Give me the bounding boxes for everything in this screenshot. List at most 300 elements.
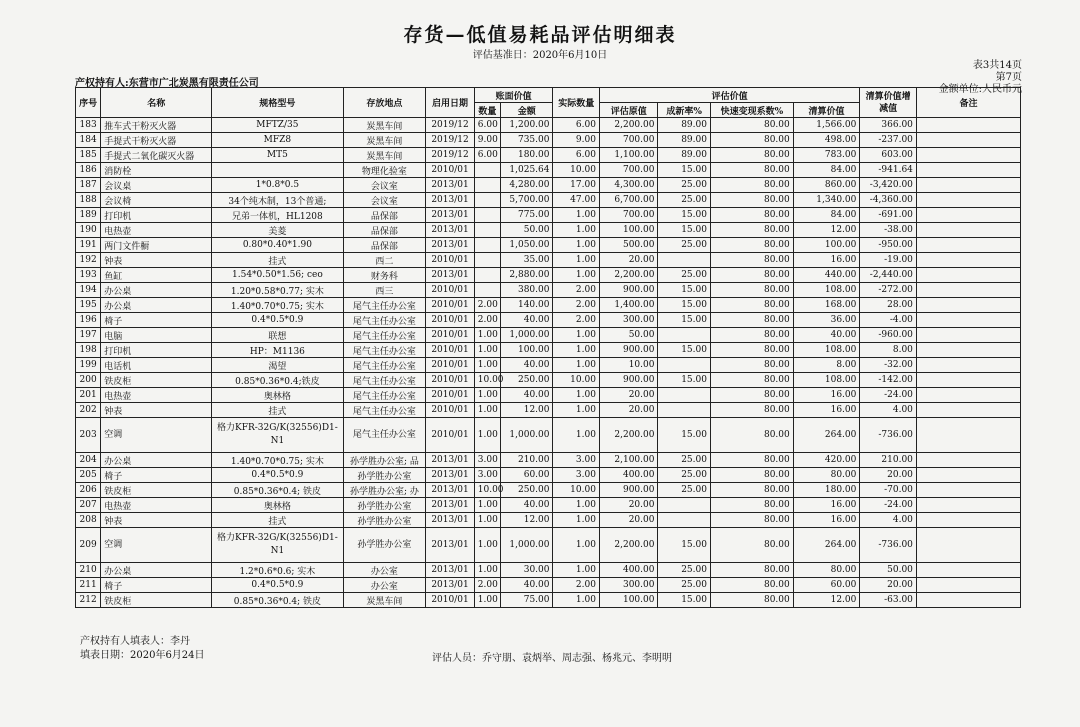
cell-liquidation-value: 168.00 [793, 298, 860, 313]
cell-newness: 25.00 [658, 193, 710, 208]
cell-remark [916, 593, 1020, 608]
cell-actual-qty: 1.00 [553, 513, 599, 528]
cell-amount: 180.00 [500, 148, 553, 163]
cell-qty [474, 238, 500, 253]
cell-spec: 1.40*0.70*0.75; 实木 [212, 298, 343, 313]
cell-qty: 1.00 [474, 358, 500, 373]
cell-liquidation-value: 12.00 [793, 593, 860, 608]
cell-newness: 15.00 [658, 208, 710, 223]
cell-actual-qty: 2.00 [553, 283, 599, 298]
cell-newness: 25.00 [658, 178, 710, 193]
cell-newness: 15.00 [658, 223, 710, 238]
table-row [76, 178, 1021, 193]
cell-location: 财务科 [343, 268, 426, 283]
cell-eval-orig: 10.00 [599, 358, 658, 373]
cell-amount: 40.00 [500, 358, 553, 373]
cell-liquidation-value: 40.00 [793, 328, 860, 343]
cell-location: 孙学胜办公室 [343, 513, 426, 528]
cell-newness: 15.00 [658, 163, 710, 178]
cell-remark [916, 513, 1020, 528]
cell-newness [658, 253, 710, 268]
cell-eval-orig: 300.00 [599, 578, 658, 593]
cell-location: 孙学胜办公室 [343, 528, 426, 563]
cell-eval-orig: 2,200.00 [599, 418, 658, 453]
cell-amount: 12.00 [500, 403, 553, 418]
cell-amount: 250.00 [500, 373, 553, 388]
cell-increase: 366.00 [860, 118, 917, 133]
cell-newness: 89.00 [658, 133, 710, 148]
cell-seq: 193 [76, 268, 101, 283]
cell-name: 椅子 [101, 578, 212, 593]
cell-liquidation-factor: 80.00 [710, 343, 793, 358]
cell-eval-orig: 20.00 [599, 498, 658, 513]
table-row [76, 298, 1021, 313]
cell-spec: HP：M1136 [212, 343, 343, 358]
cell-actual-qty: 1.00 [553, 563, 599, 578]
cell-newness: 25.00 [658, 238, 710, 253]
table-body [76, 118, 1021, 608]
cell-increase: -941.64 [860, 163, 917, 178]
cell-liquidation-value: 264.00 [793, 528, 860, 563]
cell-liquidation-factor: 80.00 [710, 148, 793, 163]
cell-qty [474, 253, 500, 268]
cell-remark [916, 178, 1020, 193]
cell-actual-qty: 6.00 [553, 148, 599, 163]
table-row [76, 418, 1021, 453]
cell-eval-orig: 700.00 [599, 133, 658, 148]
table-row [76, 133, 1021, 148]
cell-liquidation-factor: 80.00 [710, 593, 793, 608]
cell-remark [916, 298, 1020, 313]
cell-start-date: 2010/01 [426, 358, 474, 373]
cell-spec: MT5 [212, 148, 343, 163]
cell-start-date: 2010/01 [426, 418, 474, 453]
cell-qty: 1.00 [474, 513, 500, 528]
cell-location: 品保部 [343, 238, 426, 253]
cell-actual-qty: 3.00 [553, 468, 599, 483]
cell-remark [916, 223, 1020, 238]
cell-seq: 201 [76, 388, 101, 403]
cell-actual-qty: 1.00 [553, 403, 599, 418]
cell-start-date: 2013/01 [426, 178, 474, 193]
table-row [76, 483, 1021, 498]
cell-name: 电脑 [101, 328, 212, 343]
col-eval-value: 评估价值 [599, 88, 859, 103]
cell-newness: 15.00 [658, 313, 710, 328]
cell-spec: 0.85*0.36*0.4; 铁皮 [212, 483, 343, 498]
col-remark: 备注 [916, 88, 1020, 118]
cell-eval-orig: 4,300.00 [599, 178, 658, 193]
cell-qty: 2.00 [474, 298, 500, 313]
cell-liquidation-factor: 80.00 [710, 223, 793, 238]
cell-qty [474, 163, 500, 178]
cell-eval-orig: 400.00 [599, 563, 658, 578]
cell-amount: 60.00 [500, 468, 553, 483]
cell-increase: 20.00 [860, 468, 917, 483]
cell-newness: 15.00 [658, 283, 710, 298]
cell-remark [916, 578, 1020, 593]
cell-spec: 0.4*0.5*0.9 [212, 468, 343, 483]
cell-increase: -32.00 [860, 358, 917, 373]
table-row [76, 403, 1021, 418]
cell-location: 孙学胜办公室; 办 [343, 483, 426, 498]
cell-newness: 25.00 [658, 483, 710, 498]
cell-qty: 10.00 [474, 483, 500, 498]
cell-actual-qty: 10.00 [553, 483, 599, 498]
cell-actual-qty: 1.00 [553, 208, 599, 223]
table-row [76, 328, 1021, 343]
cell-qty [474, 283, 500, 298]
cell-spec [212, 163, 343, 178]
cell-name: 办公桌 [101, 298, 212, 313]
cell-spec: MFZ8 [212, 133, 343, 148]
cell-name: 打印机 [101, 343, 212, 358]
cell-name: 打印机 [101, 208, 212, 223]
currency-unit: 金额单位:人民币元 [938, 84, 1022, 95]
cell-liquidation-factor: 80.00 [710, 313, 793, 328]
cell-start-date: 2010/01 [426, 343, 474, 358]
cell-eval-orig: 20.00 [599, 513, 658, 528]
cell-eval-orig: 400.00 [599, 468, 658, 483]
cell-liquidation-value: 16.00 [793, 253, 860, 268]
cell-location: 炭黑车间 [343, 133, 426, 148]
cell-name: 鱼缸 [101, 268, 212, 283]
cell-liquidation-factor: 80.00 [710, 418, 793, 453]
cell-amount: 1,000.00 [500, 418, 553, 453]
cell-actual-qty: 1.00 [553, 253, 599, 268]
table-number: 表3共14页 [972, 60, 1022, 71]
cell-start-date: 2013/01 [426, 563, 474, 578]
cell-qty: 2.00 [474, 578, 500, 593]
cell-eval-orig: 1,400.00 [599, 298, 658, 313]
cell-location: 品保部 [343, 208, 426, 223]
cell-remark [916, 328, 1020, 343]
cell-liquidation-value: 108.00 [793, 283, 860, 298]
cell-seq: 195 [76, 298, 101, 313]
fill-date: 填表日期：2020年6月24日 [80, 650, 205, 661]
cell-liquidation-value: 180.00 [793, 483, 860, 498]
cell-qty: 3.00 [474, 468, 500, 483]
cell-actual-qty: 1.00 [553, 593, 599, 608]
cell-actual-qty: 10.00 [553, 163, 599, 178]
cell-qty: 6.00 [474, 118, 500, 133]
cell-liquidation-value: 60.00 [793, 578, 860, 593]
cell-liquidation-value: 16.00 [793, 498, 860, 513]
cell-amount: 40.00 [500, 578, 553, 593]
cell-liquidation-factor: 80.00 [710, 483, 793, 498]
cell-location: 尾气主任办公室 [343, 388, 426, 403]
col-newness: 成新率% [658, 103, 710, 118]
cell-actual-qty: 1.00 [553, 238, 599, 253]
cell-newness: 25.00 [658, 563, 710, 578]
cell-eval-orig: 2,200.00 [599, 528, 658, 563]
cell-seq: 188 [76, 193, 101, 208]
cell-location: 尾气主任办公室 [343, 373, 426, 388]
cell-spec: MFTZ/35 [212, 118, 343, 133]
cell-amount: 40.00 [500, 388, 553, 403]
cell-spec: 0.85*0.36*0.4;铁皮 [212, 373, 343, 388]
cell-start-date: 2010/01 [426, 313, 474, 328]
cell-amount: 35.00 [500, 253, 553, 268]
cell-location: 尾气主任办公室 [343, 403, 426, 418]
cell-name: 钟表 [101, 253, 212, 268]
cell-spec: 兄弟一体机，HL1208 [212, 208, 343, 223]
cell-name: 两门文件橱 [101, 238, 212, 253]
cell-actual-qty: 1.00 [553, 223, 599, 238]
table-row [76, 148, 1021, 163]
cell-newness [658, 388, 710, 403]
cell-amount: 250.00 [500, 483, 553, 498]
table-row [76, 453, 1021, 468]
cell-liquidation-value: 860.00 [793, 178, 860, 193]
cell-amount: 2,880.00 [500, 268, 553, 283]
cell-liquidation-factor: 80.00 [710, 373, 793, 388]
cell-remark [916, 163, 1020, 178]
cell-name: 电热壶 [101, 388, 212, 403]
cell-qty: 6.00 [474, 148, 500, 163]
table-row [76, 208, 1021, 223]
cell-increase: -38.00 [860, 223, 917, 238]
col-actual-qty: 实际数量 [553, 88, 599, 118]
cell-increase: -736.00 [860, 418, 917, 453]
cell-seq: 209 [76, 528, 101, 563]
cell-newness: 25.00 [658, 468, 710, 483]
col-spec: 规格型号 [212, 88, 343, 118]
cell-newness: 89.00 [658, 148, 710, 163]
cell-location: 炭黑车间 [343, 593, 426, 608]
cell-name: 空调 [101, 528, 212, 563]
cell-increase: -24.00 [860, 388, 917, 403]
cell-amount: 40.00 [500, 498, 553, 513]
cell-amount: 1,000.00 [500, 528, 553, 563]
cell-amount: 100.00 [500, 343, 553, 358]
cell-name: 手提式二氧化碳灭火器 [101, 148, 212, 163]
cell-spec: 1.20*0.58*0.77; 实木 [212, 283, 343, 298]
cell-qty: 10.00 [474, 373, 500, 388]
table-row [76, 253, 1021, 268]
cell-liquidation-value: 36.00 [793, 313, 860, 328]
cell-spec: 1.2*0.6*0.6; 实木 [212, 563, 343, 578]
cell-liquidation-value: 84.00 [793, 163, 860, 178]
table-row [76, 468, 1021, 483]
cell-amount: 4,280.00 [500, 178, 553, 193]
col-seq: 序号 [76, 88, 101, 118]
cell-increase: 20.00 [860, 578, 917, 593]
cell-seq: 186 [76, 163, 101, 178]
cell-qty: 1.00 [474, 403, 500, 418]
cell-location: 物理化验室 [343, 163, 426, 178]
cell-spec: 奥林格 [212, 388, 343, 403]
cell-name: 手提式干粉灭火器 [101, 133, 212, 148]
cell-remark [916, 238, 1020, 253]
table-row [76, 223, 1021, 238]
cell-remark [916, 283, 1020, 298]
cell-start-date: 2010/01 [426, 593, 474, 608]
cell-location: 办公室 [343, 563, 426, 578]
cell-location: 尾气主任办公室 [343, 418, 426, 453]
cell-increase: 210.00 [860, 453, 917, 468]
cell-remark [916, 313, 1020, 328]
cell-start-date: 2013/01 [426, 238, 474, 253]
cell-increase: -2,440.00 [860, 268, 917, 283]
col-start-date: 启用日期 [426, 88, 474, 118]
cell-qty [474, 208, 500, 223]
cell-location: 办公室 [343, 578, 426, 593]
cell-seq: 212 [76, 593, 101, 608]
cell-amount: 380.00 [500, 283, 553, 298]
cell-liquidation-value: 108.00 [793, 343, 860, 358]
cell-location: 西三 [343, 283, 426, 298]
table-row [76, 163, 1021, 178]
cell-liquidation-factor: 80.00 [710, 238, 793, 253]
cell-seq: 187 [76, 178, 101, 193]
cell-spec: 挂式 [212, 253, 343, 268]
cell-spec: 0.4*0.5*0.9 [212, 578, 343, 593]
cell-eval-orig: 700.00 [599, 163, 658, 178]
cell-start-date: 2013/01 [426, 268, 474, 283]
cell-liquidation-value: 440.00 [793, 268, 860, 283]
cell-remark [916, 208, 1020, 223]
cell-spec: 美菱 [212, 223, 343, 238]
cell-location: 品保部 [343, 223, 426, 238]
cell-increase: -691.00 [860, 208, 917, 223]
col-book-value: 账面价值 [474, 88, 553, 103]
cell-liquidation-factor: 80.00 [710, 578, 793, 593]
table-row [76, 388, 1021, 403]
cell-liquidation-value: 420.00 [793, 453, 860, 468]
evaluators: 评估人员：乔守朋、袁炳举、周志强、杨兆元、李明明 [432, 653, 672, 664]
cell-qty [474, 268, 500, 283]
cell-increase: 4.00 [860, 513, 917, 528]
col-name: 名称 [101, 88, 212, 118]
cell-start-date: 2010/01 [426, 163, 474, 178]
cell-newness: 15.00 [658, 373, 710, 388]
cell-spec: 格力KFR-32G/K(32556)D1-N1 [212, 418, 343, 453]
cell-spec: 格力KFR-32G/K(32556)D1-N1 [212, 528, 343, 563]
cell-start-date: 2013/01 [426, 513, 474, 528]
col-liquidation-factor: 快速变现系数% [710, 103, 793, 118]
cell-increase: -4,360.00 [860, 193, 917, 208]
cell-start-date: 2019/12 [426, 133, 474, 148]
cell-name: 钟表 [101, 513, 212, 528]
cell-name: 会议椅 [101, 193, 212, 208]
cell-seq: 208 [76, 513, 101, 528]
cell-liquidation-factor: 80.00 [710, 298, 793, 313]
cell-spec: 奥林格 [212, 498, 343, 513]
table-header [76, 88, 1021, 118]
cell-liquidation-value: 16.00 [793, 403, 860, 418]
cell-actual-qty: 1.00 [553, 358, 599, 373]
cell-remark [916, 483, 1020, 498]
cell-remark [916, 253, 1020, 268]
cell-spec: 1*0.8*0.5 [212, 178, 343, 193]
table-row [76, 528, 1021, 563]
cell-location: 尾气主任办公室 [343, 313, 426, 328]
cell-eval-orig: 900.00 [599, 373, 658, 388]
cell-liquidation-factor: 80.00 [710, 208, 793, 223]
cell-eval-orig: 900.00 [599, 483, 658, 498]
cell-qty: 1.00 [474, 498, 500, 513]
cell-increase: -736.00 [860, 528, 917, 563]
cell-start-date: 2010/01 [426, 253, 474, 268]
cell-start-date: 2019/12 [426, 118, 474, 133]
table-row [76, 498, 1021, 513]
cell-increase: 28.00 [860, 298, 917, 313]
cell-remark [916, 403, 1020, 418]
cell-qty: 1.00 [474, 388, 500, 403]
cell-increase: -950.00 [860, 238, 917, 253]
cell-qty [474, 223, 500, 238]
cell-liquidation-value: 80.00 [793, 468, 860, 483]
table-row [76, 118, 1021, 133]
cell-eval-orig: 2,200.00 [599, 268, 658, 283]
cell-liquidation-value: 12.00 [793, 223, 860, 238]
cell-location: 会议室 [343, 178, 426, 193]
cell-remark [916, 468, 1020, 483]
cell-amount: 210.00 [500, 453, 553, 468]
cell-newness: 15.00 [658, 343, 710, 358]
cell-name: 电热壶 [101, 223, 212, 238]
cell-newness: 25.00 [658, 268, 710, 283]
cell-liquidation-factor: 80.00 [710, 498, 793, 513]
cell-actual-qty: 2.00 [553, 298, 599, 313]
table-row [76, 283, 1021, 298]
cell-liquidation-value: 16.00 [793, 388, 860, 403]
cell-eval-orig: 900.00 [599, 343, 658, 358]
cell-actual-qty: 47.00 [553, 193, 599, 208]
cell-increase: -70.00 [860, 483, 917, 498]
cell-liquidation-factor: 80.00 [710, 403, 793, 418]
cell-name: 铁皮柜 [101, 593, 212, 608]
cell-newness: 15.00 [658, 528, 710, 563]
cell-seq: 191 [76, 238, 101, 253]
cell-seq: 198 [76, 343, 101, 358]
cell-liquidation-factor: 80.00 [710, 453, 793, 468]
cell-eval-orig: 2,100.00 [599, 453, 658, 468]
cell-location: 尾气主任办公室 [343, 328, 426, 343]
cell-increase: 50.00 [860, 563, 917, 578]
cell-start-date: 2013/01 [426, 208, 474, 223]
cell-eval-orig: 1,100.00 [599, 148, 658, 163]
cell-actual-qty: 1.00 [553, 328, 599, 343]
cell-liquidation-factor: 80.00 [710, 513, 793, 528]
cell-eval-orig: 100.00 [599, 223, 658, 238]
cell-increase: -237.00 [860, 133, 917, 148]
cell-location: 尾气主任办公室 [343, 358, 426, 373]
cell-seq: 189 [76, 208, 101, 223]
table-row [76, 193, 1021, 208]
cell-actual-qty: 9.00 [553, 133, 599, 148]
cell-amount: 140.00 [500, 298, 553, 313]
cell-liquidation-factor: 80.00 [710, 328, 793, 343]
cell-location: 尾气主任办公室 [343, 298, 426, 313]
cell-start-date: 2010/01 [426, 403, 474, 418]
cell-amount: 40.00 [500, 313, 553, 328]
cell-actual-qty: 2.00 [553, 578, 599, 593]
cell-eval-orig: 2,200.00 [599, 118, 658, 133]
cell-seq: 190 [76, 223, 101, 238]
cell-location: 炭黑车间 [343, 148, 426, 163]
cell-liquidation-value: 8.00 [793, 358, 860, 373]
cell-amount: 12.00 [500, 513, 553, 528]
cell-name: 钟表 [101, 403, 212, 418]
cell-liquidation-factor: 80.00 [710, 268, 793, 283]
cell-qty: 1.00 [474, 343, 500, 358]
cell-name: 椅子 [101, 468, 212, 483]
cell-amount: 1,200.00 [500, 118, 553, 133]
col-amount: 金额 [500, 103, 553, 118]
cell-newness: 25.00 [658, 453, 710, 468]
